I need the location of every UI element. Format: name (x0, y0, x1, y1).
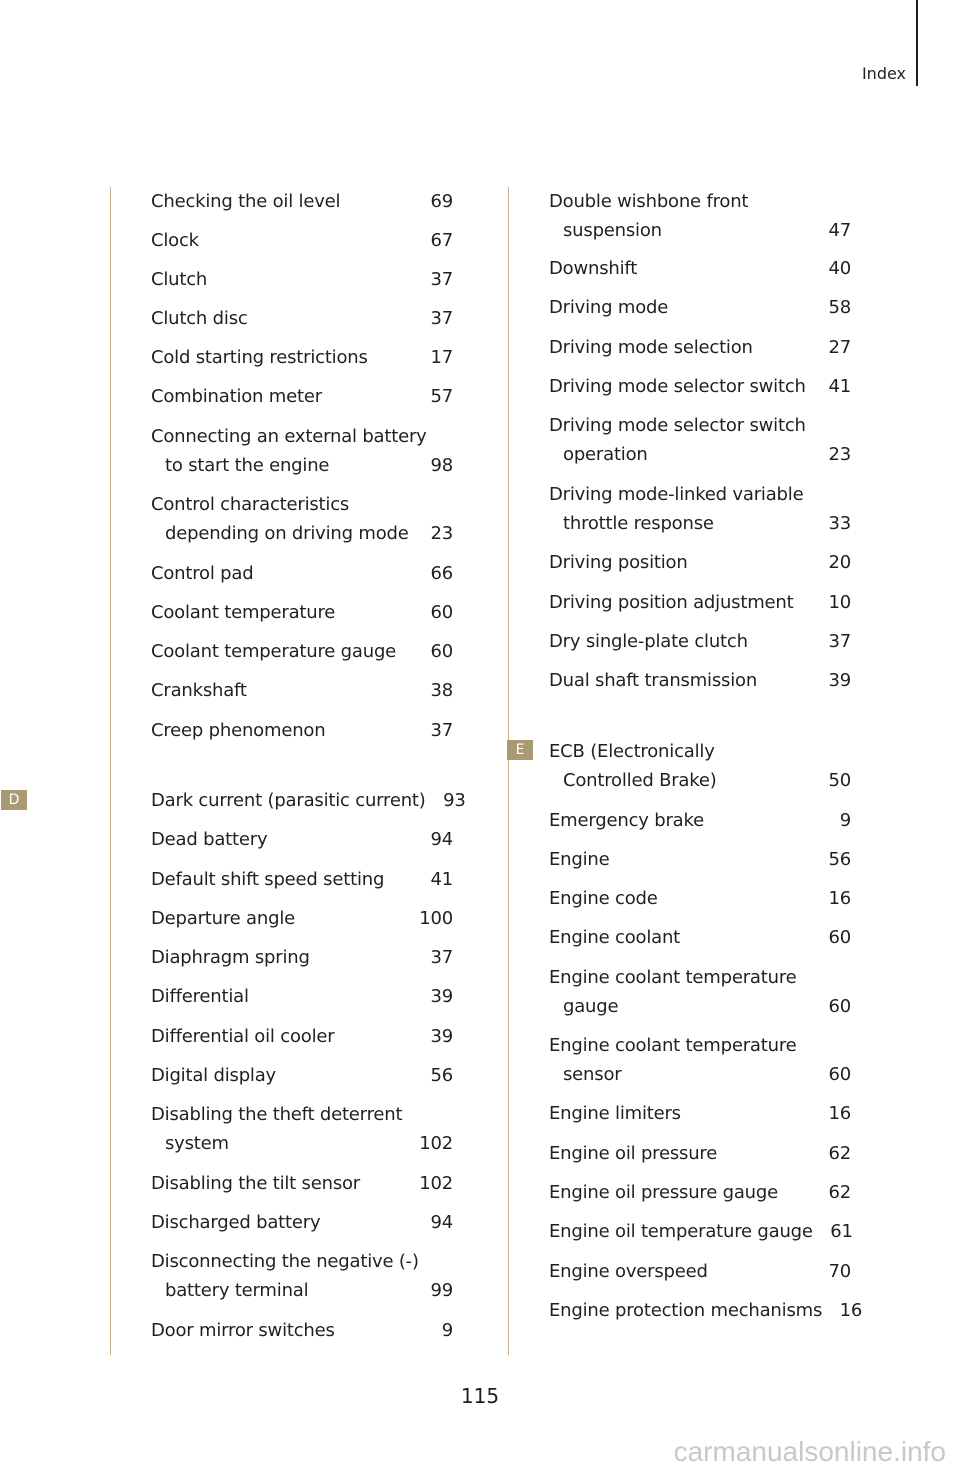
entry-text: Dead battery (151, 829, 268, 850)
index-entry[interactable] (549, 1296, 863, 1325)
entry-continuation: depending on driving mode (165, 523, 409, 544)
index-entry[interactable] (151, 904, 453, 933)
entry-page[interactable]: 69 (430, 191, 453, 212)
index-entry[interactable] (151, 1169, 453, 1198)
index-entry[interactable] (549, 1139, 851, 1168)
index-entry[interactable] (151, 1061, 453, 1090)
index-entry[interactable] (549, 666, 851, 695)
entry-text: Engine coolant temperature (549, 1035, 797, 1056)
entry-page[interactable]: 27 (828, 337, 851, 358)
entry-page[interactable]: 70 (828, 1261, 851, 1282)
index-entry[interactable] (549, 187, 851, 245)
entry-page[interactable]: 39 (828, 670, 851, 691)
entry-page[interactable]: 60 (828, 927, 851, 948)
entry-page[interactable]: 67 (430, 230, 453, 251)
entry-page[interactable]: 100 (419, 908, 453, 929)
entry-text: Digital display (151, 1065, 277, 1086)
index-entry[interactable] (549, 737, 851, 795)
index-entry[interactable] (151, 1316, 453, 1345)
entry-page[interactable]: 33 (828, 513, 851, 534)
index-entry[interactable] (151, 825, 453, 854)
entry-text: Diaphragm spring (151, 947, 310, 968)
entry-text: Driving mode-linked variable (549, 484, 804, 505)
entry-continuation: operation (563, 444, 648, 465)
entry-text: Engine (549, 849, 610, 870)
entry-page[interactable]: 93 (443, 790, 466, 811)
entry-text: Cold starting restrictions (151, 347, 368, 368)
index-entry[interactable] (549, 806, 851, 835)
entry-page[interactable]: 66 (430, 563, 453, 584)
entry-page[interactable]: 94 (430, 1212, 453, 1233)
index-entry[interactable] (549, 1178, 851, 1207)
entry-page[interactable]: 39 (430, 1026, 453, 1047)
entry-page[interactable]: 9 (839, 810, 851, 831)
entry-page[interactable]: 99 (430, 1280, 453, 1301)
entry-text: ECB (Electronically (549, 741, 715, 762)
entry-text: Coolant temperature (151, 602, 336, 623)
entry-text: Emergency brake (549, 810, 704, 831)
entry-page[interactable]: 37 (430, 720, 453, 741)
index-entry[interactable] (549, 1257, 851, 1286)
entry-page[interactable]: 60 (430, 602, 453, 623)
entry-page[interactable]: 20 (828, 552, 851, 573)
entry-text: Discharged battery (151, 1212, 321, 1233)
entry-page[interactable]: 37 (828, 631, 851, 652)
entry-text: Driving mode selector switch (549, 376, 806, 397)
index-entry[interactable] (151, 716, 453, 745)
index-entry[interactable] (151, 1208, 453, 1237)
entry-page[interactable]: 10 (828, 592, 851, 613)
index-entry[interactable] (549, 293, 851, 322)
index-entry[interactable] (151, 422, 453, 480)
entry-text: Engine code (549, 888, 658, 909)
entry-page[interactable]: 9 (441, 1320, 453, 1341)
index-entry[interactable] (549, 884, 851, 913)
entry-continuation: Controlled Brake) (563, 770, 717, 791)
entry-text: Dark current (parasitic current) (151, 790, 426, 811)
entry-text: Departure angle (151, 908, 295, 929)
entry-text: Dual shaft transmission (549, 670, 758, 691)
index-entry[interactable] (151, 343, 453, 372)
index-entry[interactable] (151, 382, 453, 411)
entry-page[interactable]: 60 (828, 1064, 851, 1085)
entry-text: Dry single-plate clutch (549, 631, 748, 652)
entry-text: Engine oil pressure gauge (549, 1182, 778, 1203)
entry-continuation: sensor (563, 1064, 622, 1085)
entry-page[interactable]: 62 (828, 1143, 851, 1164)
index-entry[interactable] (151, 304, 453, 333)
entry-text: Engine oil temperature gauge (549, 1221, 813, 1242)
entry-continuation: system (165, 1133, 229, 1154)
index-entry[interactable] (151, 865, 453, 894)
entry-continuation: battery terminal (165, 1280, 309, 1301)
entry-text: Clutch disc (151, 308, 248, 329)
index-entry[interactable] (549, 372, 851, 401)
entry-page[interactable]: 102 (419, 1173, 453, 1194)
entry-page[interactable]: 37 (430, 269, 453, 290)
index-entry[interactable] (151, 265, 453, 294)
index-entry[interactable] (549, 254, 851, 283)
index-entry[interactable] (549, 1099, 851, 1128)
entry-text: Differential (151, 986, 249, 1007)
entry-text: Disabling the tilt sensor (151, 1173, 361, 1194)
entry-text: Default shift speed setting (151, 869, 385, 890)
index-entry[interactable] (549, 1217, 851, 1246)
entry-text: Creep phenomenon (151, 720, 326, 741)
entry-page[interactable]: 61 (830, 1221, 853, 1242)
entry-text: Control characteristics (151, 494, 350, 515)
entry-page[interactable]: 16 (828, 1103, 851, 1124)
entry-page[interactable]: 37 (430, 947, 453, 968)
entry-page[interactable]: 41 (430, 869, 453, 890)
entry-text: Driving mode (549, 297, 669, 318)
index-entry[interactable] (151, 1247, 453, 1305)
index-column-right (508, 187, 861, 1355)
entry-text: Driving position adjustment (549, 592, 794, 613)
header-rule (916, 0, 918, 86)
entry-page[interactable]: 56 (430, 1065, 453, 1086)
index-entry[interactable] (151, 226, 453, 255)
entry-page[interactable]: 94 (430, 829, 453, 850)
entry-page[interactable]: 60 (828, 996, 851, 1017)
entry-page[interactable]: 50 (828, 770, 851, 791)
entry-text: Driving mode selector switch (549, 415, 806, 436)
index-entry[interactable] (151, 187, 453, 216)
entry-text: Engine coolant (549, 927, 681, 948)
entry-continuation: throttle response (563, 513, 714, 534)
entry-page[interactable]: 39 (430, 986, 453, 1007)
section-tab-d: D (1, 790, 27, 810)
index-entry[interactable] (549, 1031, 851, 1089)
entry-page[interactable]: 47 (828, 220, 851, 241)
entry-text: Control pad (151, 563, 254, 584)
entry-page[interactable]: 37 (430, 308, 453, 329)
index-entry[interactable] (151, 676, 453, 705)
watermark: carmanualsonline.info (673, 1436, 946, 1467)
index-entry[interactable] (151, 598, 453, 627)
entry-page[interactable]: 102 (419, 1133, 453, 1154)
entry-page[interactable]: 58 (828, 297, 851, 318)
index-entry[interactable] (549, 627, 851, 656)
entry-page[interactable]: 60 (430, 641, 453, 662)
entry-text: Engine oil pressure (549, 1143, 718, 1164)
index-entry[interactable] (151, 1022, 453, 1051)
entry-text: Engine protection mechanisms (549, 1300, 823, 1321)
index-entry[interactable] (549, 548, 851, 577)
entry-text: Double wishbone front (549, 191, 749, 212)
entry-text: Driving mode selection (549, 337, 753, 358)
page-number: 115 (460, 1384, 500, 1408)
entry-text: Differential oil cooler (151, 1026, 335, 1047)
index-column-left (8, 187, 466, 1355)
index-entry[interactable] (151, 559, 453, 588)
entry-text: Engine limiters (549, 1103, 681, 1124)
index-entry[interactable] (151, 637, 453, 666)
index-entry[interactable] (549, 480, 851, 538)
entry-text: Coolant temperature gauge (151, 641, 397, 662)
index-entry[interactable] (549, 845, 851, 874)
index-entry[interactable] (151, 490, 453, 548)
entry-text: Connecting an external battery (151, 426, 427, 447)
entry-page[interactable]: 23 (430, 523, 453, 544)
entry-page[interactable]: 23 (828, 444, 851, 465)
entry-continuation: gauge (563, 996, 619, 1017)
index-entry[interactable] (549, 963, 851, 1021)
section-tab-e: E (507, 740, 533, 760)
entry-page[interactable]: 16 (828, 888, 851, 909)
entry-page[interactable]: 16 (839, 1300, 863, 1321)
index-entry[interactable] (549, 333, 851, 362)
entry-text: Disabling the theft deterrent (151, 1104, 403, 1125)
index-entry[interactable] (549, 588, 851, 617)
entry-text: Crankshaft (151, 680, 247, 701)
index-entry[interactable] (549, 411, 851, 469)
entry-page[interactable]: 56 (828, 849, 851, 870)
entry-page[interactable]: 38 (430, 680, 453, 701)
index-entry[interactable] (151, 943, 453, 972)
index-entry[interactable] (151, 786, 466, 815)
index-entry[interactable] (549, 923, 851, 952)
entry-text: Door mirror switches (151, 1320, 335, 1341)
entry-text: Clutch (151, 269, 208, 290)
entry-page[interactable]: 98 (430, 455, 453, 476)
index-entry[interactable] (151, 1100, 453, 1158)
entry-continuation: suspension (563, 220, 662, 241)
entry-page[interactable]: 17 (430, 347, 453, 368)
entry-continuation: to start the engine (165, 455, 330, 476)
entry-page[interactable]: 40 (828, 258, 851, 279)
entry-text: Disconnecting the negative (-) (151, 1251, 419, 1272)
entry-page[interactable]: 62 (828, 1182, 851, 1203)
entry-text: Driving position (549, 552, 688, 573)
entry-text: Checking the oil level (151, 191, 341, 212)
entry-text: Engine overspeed (549, 1261, 708, 1282)
entry-page[interactable]: 57 (430, 386, 453, 407)
entry-text: Downshift (549, 258, 638, 279)
entry-page[interactable]: 41 (828, 376, 851, 397)
entry-text: Clock (151, 230, 199, 251)
index-entry[interactable] (151, 982, 453, 1011)
entry-text: Combination meter (151, 386, 322, 407)
entry-text: Engine coolant temperature (549, 967, 797, 988)
header-title: Index (861, 64, 906, 83)
